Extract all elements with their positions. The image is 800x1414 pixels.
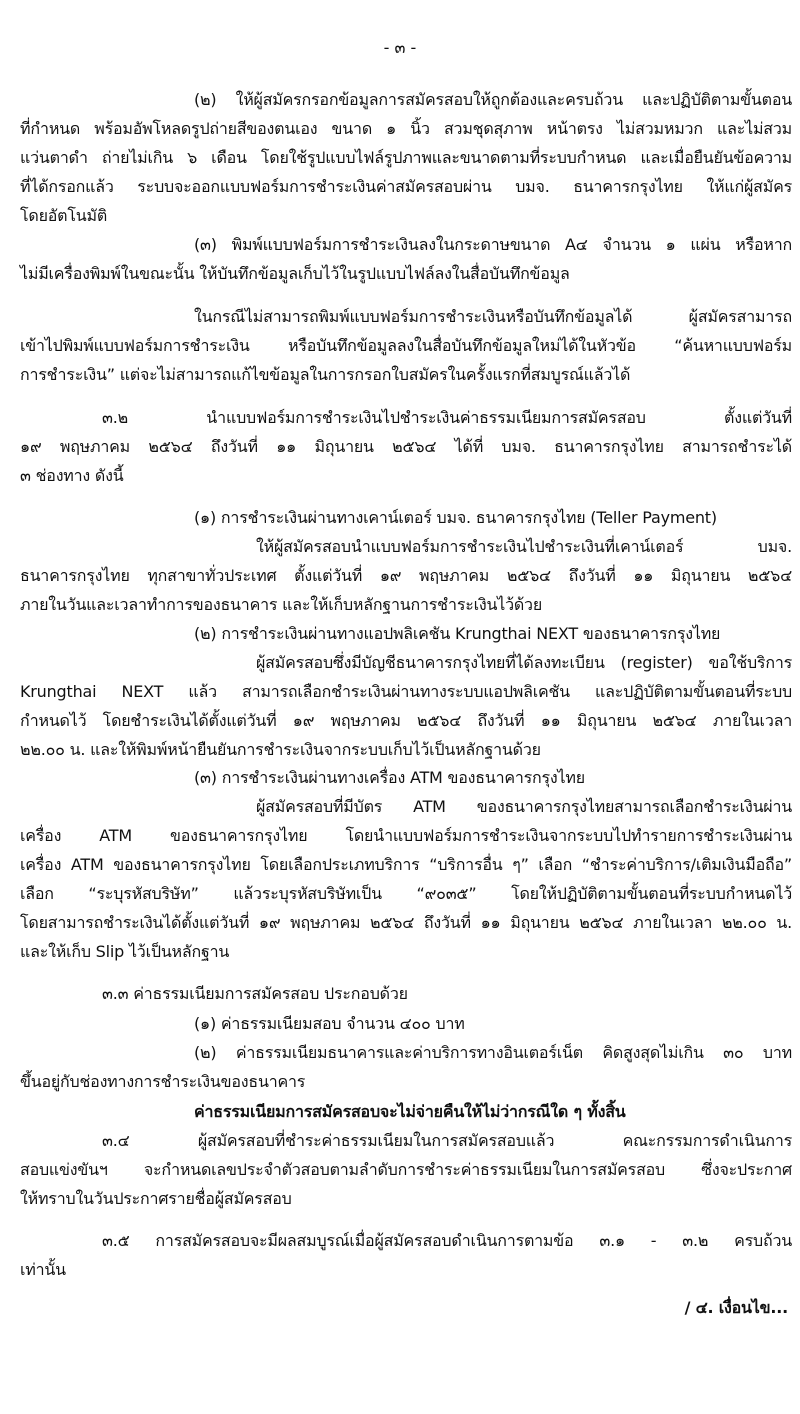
paragraph-line: ๑๙ พฤษภาคม ๒๕๖๔ ถึงวันที่ ๑๑ มิถุนายน ๒๕๖๔ ได้ที่ บมจ. ธนาคารกรุงไทย สามารถชำระได้ <box>20 437 792 456</box>
paragraph-line: โดยสามารถชำระเงินได้ตั้งแต่วันที่ ๑๙ พฤษภาคม ๒๕๖๔ ถึงวันที่ ๑๑ มิถุนายน ๒๕๖๔ ภายในเวลา ๒๒.๐๐ น. <box>20 913 792 932</box>
paragraph-line: ให้ผู้สมัครสอบนำแบบฟอร์มการชำระเงินไปชำระเงินที่เคาน์เตอร์ บมจ. <box>256 537 792 556</box>
paragraph-line: โดยอัตโนมัติ <box>20 206 108 225</box>
paragraph-line: สอบแข่งขันฯ จะกำหนดเลขประจำตัวสอบตามลำดับการชำระค่าธรรมเนียมในการสมัครสอบ ซึ่งจะประกาศ <box>20 1160 792 1179</box>
paragraph-line: ๓ ช่องทาง ดังนี้ <box>20 466 124 485</box>
paragraph-line: ผู้สมัครสอบที่มีบัตร ATM ของธนาคารกรุงไทยสามารถเลือกชำระเงินผ่าน <box>256 797 792 816</box>
paragraph-line: ในกรณีไม่สามารถพิมพ์แบบฟอร์มการชำระเงินหรือบันทึกข้อมูลได้ ผู้สมัครสามารถ <box>194 307 792 326</box>
paragraph-line: Krungthai NEXT แล้ว สามารถเลือกชำระเงินผ่านทางระบบแอปพลิเคชัน และปฏิบัติตามขั้นตอนที่ระบบ <box>20 682 792 701</box>
paragraph-line: (๑) การชำระเงินผ่านทางเคาน์เตอร์ บมจ. ธนาคารกรุงไทย (Teller Payment) <box>194 508 717 527</box>
paragraph-line: ที่กำหนด พร้อมอัพโหลดรูปถ่ายสีของตนเอง ขนาด ๑ นิ้ว สวมชุดสุภาพ หน้าตรง ไม่สวมหมวก และไม่สวม <box>20 119 792 138</box>
paragraph-line: ๓.๒ นำแบบฟอร์มการชำระเงินไปชำระเงินค่าธรรมเนียมการสมัครสอบ ตั้งแต่วันที่ <box>102 408 792 427</box>
page-number: - ๓ - <box>383 38 417 57</box>
paragraph-line: ๓.๔ ผู้สมัครสอบที่ชำระค่าธรรมเนียมในการสมัครสอบแล้ว คณะกรรมการดำเนินการ <box>102 1131 792 1150</box>
paragraph-line: กำหนดไว้ โดยชำระเงินได้ตั้งแต่วันที่ ๑๙ พฤษภาคม ๒๕๖๔ ถึงวันที่ ๑๑ มิถุนายน ๒๕๖๔ ภายในเวลา <box>20 711 792 730</box>
paragraph-line: (๓) พิมพ์แบบฟอร์มการชำระเงินลงในกระดาษขนาด A๔ จำนวน ๑ แผ่น หรือหาก <box>194 235 792 254</box>
continuation-marker: / ๔. เงื่อนไข... <box>684 1298 788 1317</box>
paragraph-line: (๒) ให้ผู้สมัครกรอกข้อมูลการสมัครสอบให้ถูกต้องและครบถ้วน และปฏิบัติตามขั้นตอน <box>194 90 792 109</box>
paragraph-line: (๓) การชำระเงินผ่านทางเครื่อง ATM ของธนาคารกรุงไทย <box>194 768 585 787</box>
paragraph-line: แว่นตาดำ ถ่ายไม่เกิน ๖ เดือน โดยใช้รูปแบบไฟล์รูปภาพและขนาดตามที่ระบบกำหนด และเมื่อยืนยันข้อความ <box>20 148 792 167</box>
paragraph-line: เข้าไปพิมพ์แบบฟอร์มการชำระเงิน หรือบันทึกข้อมูลลงในสื่อบันทึกข้อมูลใหม่ได้ในหัวข้อ “ค้นหาแบบฟอร์ม <box>20 336 792 355</box>
paragraph-line: ที่ได้กรอกแล้ว ระบบจะออกแบบฟอร์มการชำระเงินค่าสมัครสอบผ่าน บมจ. ธนาคารกรุงไทย ให้แก่ผู้สมัคร <box>20 177 792 196</box>
section-heading: ๓.๓ ค่าธรรมเนียมการสมัครสอบ ประกอบด้วย <box>102 984 408 1003</box>
paragraph-line: ภายในวันและเวลาทำการของธนาคาร และให้เก็บหลักฐานการชำระเงินไว้ด้วย <box>20 595 543 614</box>
paragraph-line: ๓.๕ การสมัครสอบจะมีผลสมบูรณ์เมื่อผู้สมัครสอบดำเนินการตามข้อ ๓.๑ - ๓.๒ ครบถ้วน <box>102 1231 792 1250</box>
paragraph-line: เลือก “ระบุรหัสบริษัท” แล้วระบุรหัสบริษัทเป็น “๙๐๓๕” โดยให้ปฏิบัติตามขั้นตอนที่ระบบกำหนดไว้ <box>20 884 792 903</box>
paragraph-line: เท่านั้น <box>20 1260 66 1279</box>
paragraph-line: ๒๒.๐๐ น. และให้พิมพ์หน้ายืนยันการชำระเงินจากระบบเก็บไว้เป็นหลักฐานด้วย <box>20 740 541 759</box>
paragraph-line: เครื่อง ATM ของธนาคารกรุงไทย โดยเลือกประเภทบริการ “บริการอื่น ๆ” เลือก “ชำระค่าบริการ/เติมเงินมือถือ” <box>20 855 792 874</box>
paragraph-line: (๑) ค่าธรรมเนียมสอบ จำนวน ๔๐๐ บาท <box>194 1014 465 1033</box>
paragraph-line: เครื่อง ATM ของธนาคารกรุงไทย โดยนำแบบฟอร์มการชำระเงินจากระบบไปทำรายการชำระเงินผ่าน <box>20 826 792 845</box>
paragraph-line: ให้ทราบในวันประกาศรายชื่อผู้สมัครสอบ <box>20 1189 292 1208</box>
paragraph-line: ธนาคารกรุงไทย ทุกสาขาทั่วประเทศ ตั้งแต่วันที่ ๑๙ พฤษภาคม ๒๕๖๔ ถึงวันที่ ๑๑ มิถุนายน ๒๕๖๔ <box>20 566 792 585</box>
paragraph-line: การชำระเงิน” แต่จะไม่สามารถแก้ไขข้อมูลในการกรอกใบสมัครในครั้งแรกที่สมบูรณ์แล้วได้ <box>20 365 631 384</box>
bold-notice: ค่าธรรมเนียมการสมัครสอบจะไม่จ่ายคืนให้ไม่ว่ากรณีใด ๆ ทั้งสิ้น <box>194 1102 626 1121</box>
paragraph-line: ไม่มีเครื่องพิมพ์ในขณะนั้น ให้บันทึกข้อมูลเก็บไว้ในรูปแบบไฟล์ลงในสื่อบันทึกข้อมูล <box>20 264 570 283</box>
paragraph-line: (๒) การชำระเงินผ่านทางแอปพลิเคชัน Krungthai NEXT ของธนาคารกรุงไทย <box>194 624 721 643</box>
paragraph-line: และให้เก็บ Slip ไว้เป็นหลักฐาน <box>20 942 230 961</box>
paragraph-line: (๒) ค่าธรรมเนียมธนาคารและค่าบริการทางอินเตอร์เน็ต คิดสูงสุดไม่เกิน ๓๐ บาท <box>194 1043 792 1062</box>
paragraph-line: ขึ้นอยู่กับช่องทางการชำระเงินของธนาคาร <box>20 1072 306 1091</box>
paragraph-line: ผู้สมัครสอบซึ่งมีบัญชีธนาคารกรุงไทยที่ได้ลงทะเบียน (register) ขอใช้บริการ <box>256 653 792 672</box>
